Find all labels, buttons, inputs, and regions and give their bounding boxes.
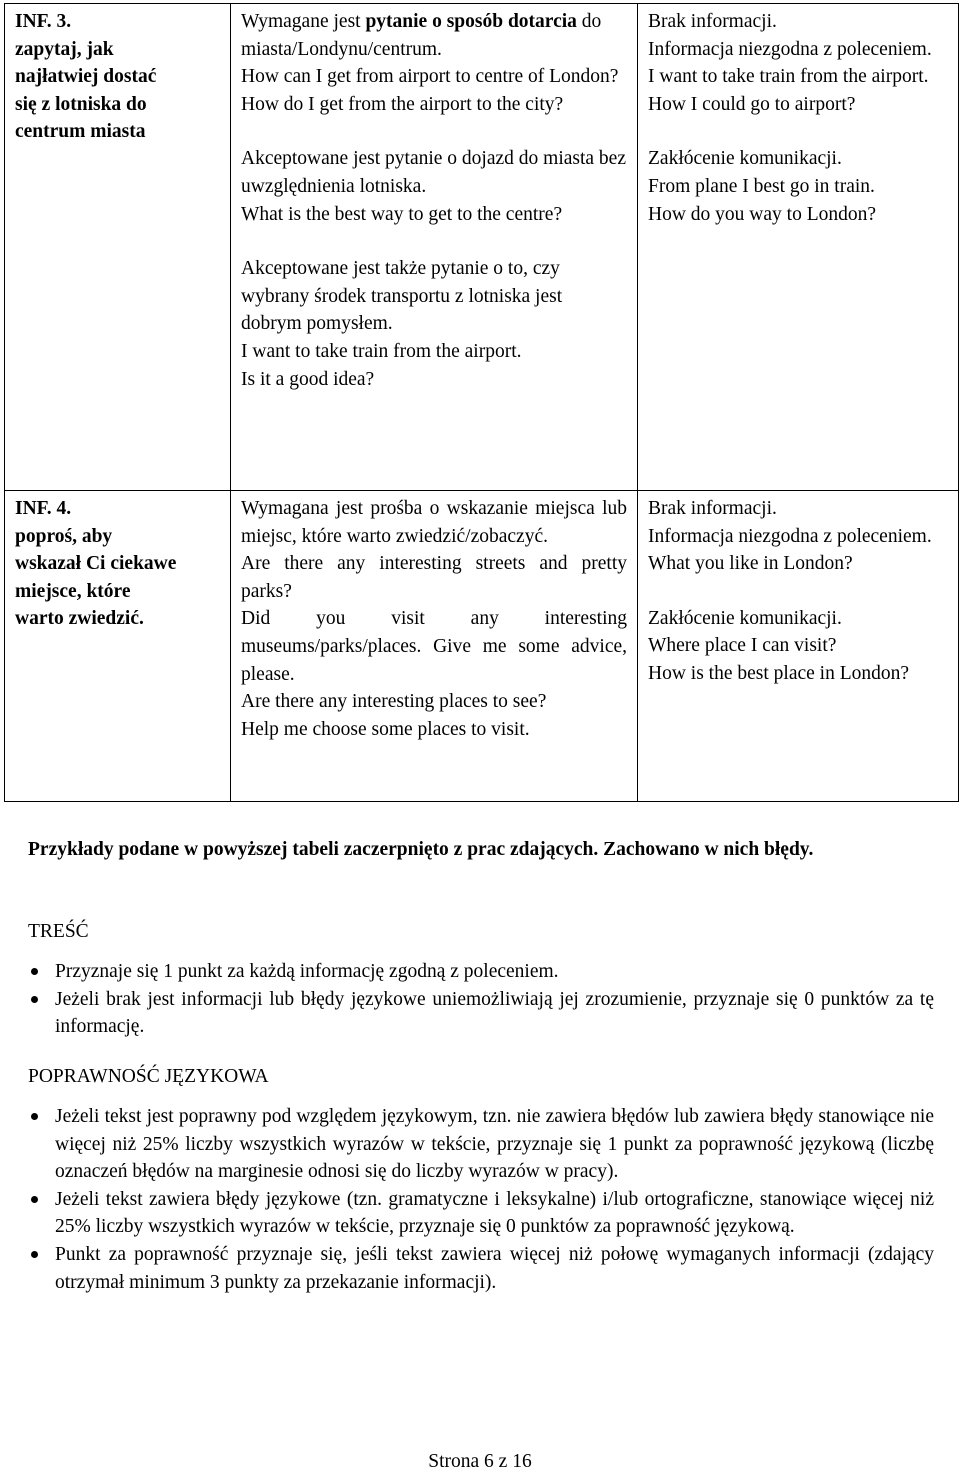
criteria-cell [231,491,638,802]
criteria-text: do miasta/Londynu/centrum. [241,11,602,60]
section-title-language: POPRAWNOŚĆ JĘZYKOWA [28,1066,269,1087]
task-label-cell [5,4,231,491]
spacer [648,578,948,605]
task-label-line: się z lotniska do [15,93,147,115]
example-sentence: I want to take train from the airport. [241,340,522,362]
example-sentence: How do I get from the airport to the city? [241,93,564,115]
criteria-cell [231,4,638,491]
example-sentence: Where place I can visit? [648,635,837,657]
task-label-line: centrum miasta [15,121,146,143]
mismatch-label: Informacja niezgodna z poleceniem. [648,525,932,547]
list-item: Jeżeli tekst zawiera błędy językowe (tzn. gramatyczne i leksykalne) i/lub ortograficzne, stanowiące więcej niż 25% liczby wszystkich wyrazów w tekście, przyznaje się 0 punktów za poprawność językową. [28,1186,934,1241]
spacer [241,228,627,255]
task-label-line: najłatwiej dostać [15,66,157,88]
task-label-line: poproś, aby [15,525,113,547]
examples-cell [638,491,959,802]
table-row [5,4,959,491]
task-label-line: INF. 3. [15,11,72,32]
example-sentence: How I could go to airport? [648,93,856,115]
examples-cell [638,4,959,491]
example-sentence: Is it a good idea? [241,368,375,390]
page-number: Strona 6 z 16 [428,1451,532,1472]
example-sentence: Help me choose some places to visit. [241,718,530,740]
spacer [648,118,948,145]
criteria-required [241,8,627,63]
no-info-label: Brak informacji. [648,11,777,32]
section-title-content: TREŚĆ [28,921,89,942]
language-rules-list [28,1103,934,1296]
task-label-line: wskazał Ci ciekawe [15,553,177,575]
task-label-line: warto zwiedzić. [15,608,144,630]
criteria-bold: pytanie o sposób dotarcia [365,11,577,32]
disruption-label: Zakłócenie komunikacji. [648,607,842,629]
mismatch-label: Informacja niezgodna z poleceniem. [648,38,932,60]
criteria-text: Wymagane jest [241,11,366,32]
example-sentence: How can I get from airport to centre of London? [241,66,619,88]
example-sentence: Are there any interesting places to see? [241,691,547,713]
criteria-accepted: Akceptowane jest także pytanie o to, czy wybrany środek transportu z lotniska jest dobrym pomysłem. [241,258,563,335]
example-sentence: I want to take train from the airport. [648,66,929,88]
example-sentence: Are there any interesting streets and pretty parks? [241,553,627,602]
list-item: Przyznaje się 1 punkt za każdą informację zgodną z poleceniem. [28,958,934,986]
list-item: Jeżeli tekst jest poprawny pod względem językowym, tzn. nie zawiera błędów lub zawiera błędy stanowiące nie więcej niż 25% liczby wszystkich wyrazów w tekście, przyznaje się 1 punkt za poprawność językową (liczbę oznaczeń błędów na marginesie odnosi się do liczby wyrazów w pracy). [28,1103,934,1186]
content-rules-list [28,958,934,1041]
example-sentence: How do you way to London? [648,203,877,225]
task-label-line: zapytaj, jak [15,38,114,60]
task-label-line: miejsce, które [15,580,131,602]
example-sentence: Did you visit any interesting museums/parks/places. Give me some advice, please. [241,608,627,685]
task-label-cell [5,491,231,802]
criteria-accepted: Akceptowane jest pytanie o dojazd do miasta bez uwzględnienia lotniska. [241,148,626,197]
example-sentence: What is the best way to get to the centre? [241,203,563,225]
disruption-label: Zakłócenie komunikacji. [648,148,842,170]
list-item: Jeżeli brak jest informacji lub błędy językowe uniemożliwiają jej zrozumienie, przyznaje się 0 punktów za tę informację. [28,986,934,1041]
task-label-line: INF. 4. [15,498,72,519]
example-sentence: What you like in London? [648,553,853,575]
table-row [5,491,959,802]
criteria-required: Wymagana jest prośba o wskazanie miejsca lub miejsc, które warto zwiedzić/zobaczyć. [241,498,627,547]
scoring-table [4,3,959,802]
spacer [241,118,627,145]
example-sentence: From plane I best go in train. [648,175,875,197]
no-info-label: Brak informacji. [648,498,777,519]
list-item: Punkt za poprawność przyznaje się, jeśli tekst zawiera więcej niż połowę wymaganych informacji (zdający otrzymał minimum 3 punkty za przekazanie informacji). [28,1241,934,1296]
examples-note: Przykłady podane w powyższej tabeli zaczerpnięto z prac zdających. Zachowano w nich błędy. [28,839,814,860]
example-sentence: How is the best place in London? [648,662,910,684]
